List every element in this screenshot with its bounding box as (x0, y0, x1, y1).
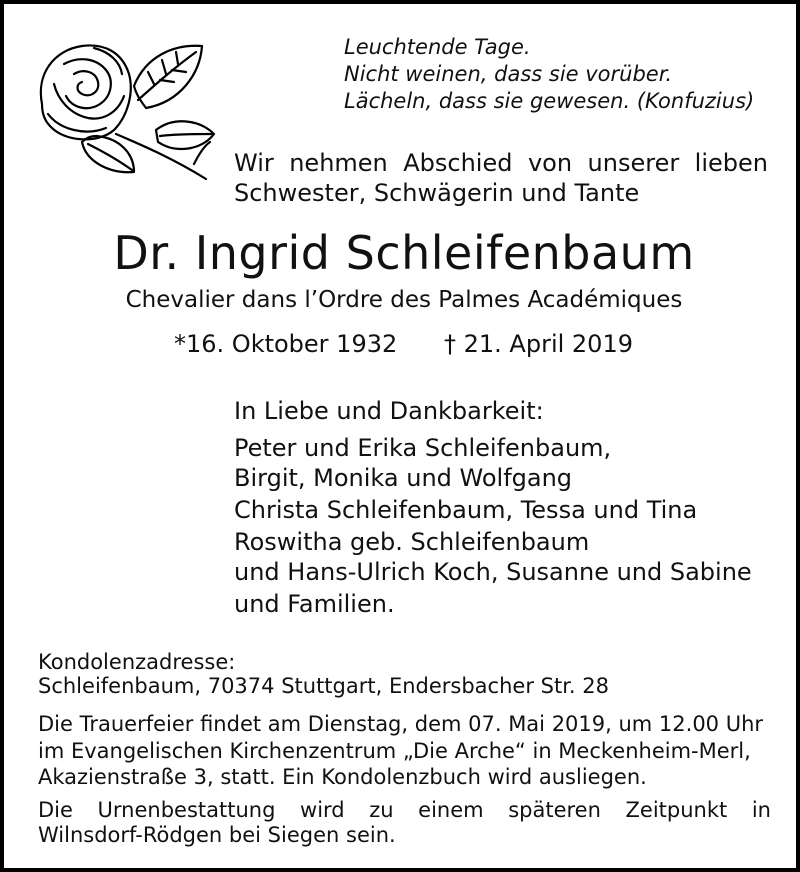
condolence-label: Kondolenzadresse: (38, 650, 236, 674)
quote-line-3: Lächeln, dass sie gewesen. (Konfuzius) (344, 89, 755, 113)
burial-line-2: Wilnsdorf-Rödgen bei Siegen sein. (38, 823, 396, 847)
rose-icon (34, 34, 219, 184)
family-heading: In Liebe und Dankbarkeit: (234, 397, 544, 425)
condolence-address: Schleifenbaum, 70374 Stuttgart, Endersbacher Str. 28 (38, 674, 609, 698)
family-line: Roswitha geb. Schleifenbaum (234, 528, 590, 556)
birth-date: *16. Oktober 1932 (174, 330, 398, 358)
family-line: Birgit, Monika und Wolfgang (234, 464, 573, 492)
honor-title: Chevalier dans l’Ordre des Palmes Académiques (125, 287, 683, 313)
intro-line-2: Schwester, Schwägerin und Tante (234, 179, 640, 207)
quote-line-2: Nicht weinen, dass sie vorüber. (344, 62, 673, 86)
ceremony-line-2: im Evangelischen Kirchenzentrum „Die Arche“ in Meckenheim-Merl, (38, 739, 751, 763)
family-line: und Hans-Ulrich Koch, Susanne und Sabine (234, 558, 752, 586)
burial-line-1: Die Urnenbestattung wird zu einem späteren Zeitpunkt in (38, 798, 771, 822)
ceremony-line-3: Akazienstraße 3, statt. Ein Kondolenzbuch wird ausliegen. (38, 765, 647, 789)
deceased-name: Dr. Ingrid Schleifenbaum (113, 226, 695, 280)
death-date: † 21. April 2019 (444, 330, 633, 358)
quote-line-1: Leuchtende Tage. (344, 35, 531, 59)
family-line: und Familien. (234, 590, 395, 618)
intro-line-1: Wir nehmen Abschied von unserer lieben (234, 149, 768, 177)
ceremony-line-1: Die Trauerfeier findet am Dienstag, dem 07. Mai 2019, um 12.00 Uhr (38, 712, 764, 736)
family-line: Christa Schleifenbaum, Tessa und Tina (234, 496, 698, 524)
family-line: Peter und Erika Schleifenbaum, (234, 434, 612, 462)
